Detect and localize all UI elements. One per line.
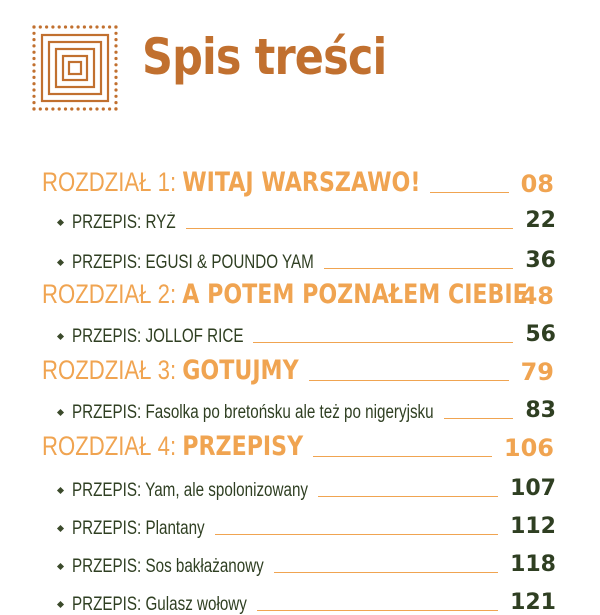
leader-line [186, 228, 513, 229]
toc-page-number: 121 [510, 590, 556, 615]
concentric-squares-logo-icon [32, 25, 118, 111]
chapter-title: GOTUJMY [182, 355, 299, 386]
leader-line [274, 572, 498, 573]
chapter-title: WITAJ WARSZAWO! [182, 167, 421, 198]
chapter-number: ROZDZIAŁ 1: [42, 167, 183, 197]
page-title: Spis treści [142, 28, 387, 86]
toc-page-number: 107 [510, 476, 556, 501]
toc-chapter-row [0, 430, 600, 460]
toc-page-number: 118 [510, 552, 556, 577]
leader-line [253, 342, 513, 343]
leader-line [324, 268, 513, 269]
toc-page-number: 56 [525, 322, 556, 347]
toc-page-number: 79 [520, 358, 554, 386]
toc-page-number: 36 [525, 248, 556, 273]
toc-recipe-label: PRZEPIS: JOLLOF RICE [72, 326, 244, 347]
toc-chapter-label [42, 433, 303, 460]
chapter-number: ROZDZIAŁ 3: [42, 355, 183, 385]
toc-recipe-row [0, 202, 600, 232]
toc-page-number: 106 [503, 434, 554, 462]
toc-recipe-row [0, 316, 600, 346]
toc-chapter-row [0, 166, 600, 196]
leader-line [318, 496, 498, 497]
diamond-bullet-icon [57, 219, 64, 226]
toc-chapter-label [42, 357, 299, 384]
toc-recipe-label: PRZEPIS: RYŻ [72, 212, 176, 233]
diamond-bullet-icon [57, 259, 64, 266]
leader-line [257, 610, 498, 611]
toc-page-number: 112 [510, 514, 556, 539]
toc-chapter-label [42, 281, 528, 308]
toc-recipe-row [0, 242, 600, 272]
toc-recipe-label: PRZEPIS: Plantany [72, 518, 205, 539]
diamond-bullet-icon [57, 409, 64, 416]
leader-line [309, 380, 509, 381]
toc-page-number: 08 [520, 170, 554, 198]
toc-chapter-row [0, 278, 600, 308]
toc-recipe-label: PRZEPIS: Gulasz wołowy [72, 594, 247, 615]
toc-recipe-label: PRZEPIS: Sos bakłażanowy [72, 556, 264, 577]
leader-line [430, 192, 509, 193]
toc-recipe-row [0, 470, 600, 500]
toc-recipe-row [0, 508, 600, 538]
diamond-bullet-icon [57, 525, 64, 532]
chapter-title: PRZEPISY [182, 431, 304, 462]
diamond-bullet-icon [57, 563, 64, 570]
toc-recipe-row [0, 546, 600, 576]
chapter-title: A POTEM POZNAŁEM CIEBIE [182, 279, 528, 310]
toc-recipe-row [0, 392, 600, 422]
toc-chapter-row [0, 354, 600, 384]
chapter-number: ROZDZIAŁ 4: [42, 431, 183, 461]
leader-line [313, 456, 492, 457]
toc-recipe-row [0, 584, 600, 614]
toc-page-number: 48 [520, 282, 554, 310]
chapter-number: ROZDZIAŁ 2: [42, 279, 183, 309]
toc-page-number: 22 [525, 208, 556, 233]
leader-line [215, 534, 498, 535]
toc-chapter-label [42, 169, 420, 196]
diamond-bullet-icon [57, 601, 64, 608]
diamond-bullet-icon [57, 333, 64, 340]
toc-recipe-label: PRZEPIS: Fasolka po bretońsku ale też po nigeryjsku [72, 402, 434, 423]
toc-page-number: 83 [525, 398, 556, 423]
toc-recipe-label: PRZEPIS: Yam, ale spolonizowany [72, 480, 308, 501]
leader-line [444, 418, 513, 419]
toc-recipe-label: PRZEPIS: EGUSI & POUNDO YAM [72, 252, 314, 273]
diamond-bullet-icon [57, 487, 64, 494]
